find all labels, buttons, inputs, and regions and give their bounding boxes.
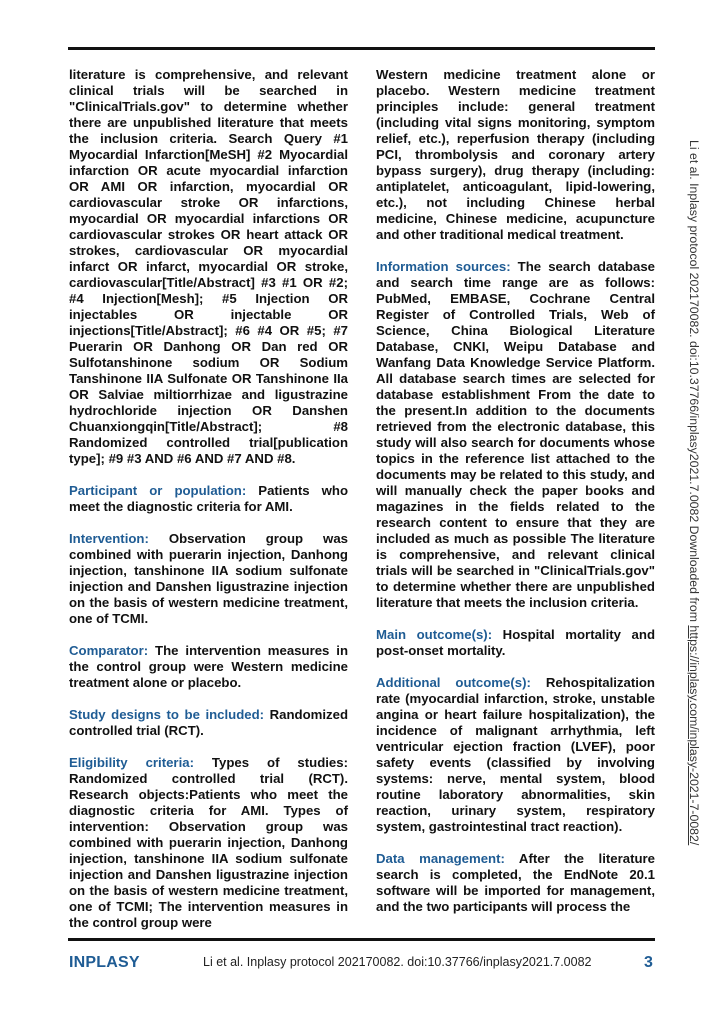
side-download-note [687, 140, 701, 845]
participant-label: Participant or population: [69, 483, 247, 498]
additional-outcomes-section [376, 675, 655, 835]
right-column [376, 67, 655, 931]
comparator-label: Comparator: [69, 643, 149, 658]
comparator-section [69, 643, 348, 691]
page-number: 3 [644, 954, 653, 971]
comparator-text: The intervention measures in the control group were Western medicine treatment alone or placebo. [69, 643, 348, 690]
side-note-link[interactable]: https://inplasy.com/inplasy-2021-7-0082/ [687, 625, 701, 846]
data-management-section [376, 851, 655, 915]
information-sources-label: Information sources: [376, 259, 511, 274]
intervention-label: Intervention: [69, 531, 149, 546]
intervention-text: Observation group was combined with puerarin injection, Danhong injection, tanshinone IIA sodium sulfonate injection and Danshen ligustrazine injection on the basis of western medicine treatment, one of TCMI. [69, 531, 348, 626]
information-sources-text: The search database and search time range are as follows: PubMed, EMBASE, Cochrane Central Register of Controlled Trials, Web of Science, China Biological Literature Database, CNKI, Weipu Database and Wanfang Data Knowledge Service Platform. All database search times are selected for database establishment From the date to the present.In addition to the documents retrieved from the electronic database, this study will also search for documents whose topics in the reference list attached to the documents may be related to this study, and will manually check the paper books and magazines in the fields related to the research content to ensure that they are included as much as possible The literature is comprehensive, and relevant clinical trials will be searched in "ClinicalTrials.gov" to determine whether there are unpublished literature that meets the inclusion criteria. [376, 259, 655, 610]
footer-brand-logo: INPLASY [69, 954, 140, 971]
additional-outcomes-text: Rehospitalization rate (myocardial infarction, stroke, unstable angina or heart failure hospitalization), the incidence of malignant arrhythmia, left ventricular ejection fraction (LVEF), poor safety events (classified by involving systems: nerve, mental system, blood routine laboratory abnormalities, skin reaction, urinary system, respiratory system, gastrointestinal tract reaction). [376, 675, 655, 834]
footer-citation: Li et al. Inplasy protocol 202170082. doi:10.37766/inplasy2021.7.0082 [203, 955, 592, 969]
eligibility-label: Eligibility criteria: [69, 755, 194, 770]
intervention-section [69, 531, 348, 627]
main-outcomes-label: Main outcome(s): [376, 627, 493, 642]
side-note-text: Li et al. Inplasy protocol 202170082. doi:10.37766/inplasy2021.7.0082 Downloaded from [687, 140, 701, 626]
search-query-paragraph: literature is comprehensive, and relevant clinical trials will be searched in "ClinicalTrials.gov" to determine whether there are unpublished literature that meets the inclusion criteria. Search Query #1 Myocardial Infarction[MeSH] #2 Myocardial infarction OR acute myocardial infarction OR AMI OR infarction, myocardial OR cardiovascular stroke OR infarctions, myocardial OR myocardial infarctions OR cardiovascular strokes OR heart attack OR strokes, cardiovascular OR myocardial infarct OR infarct, myocardial OR stroke, cardiovascular[Title/Abstract] #3 #1 OR #2; #4 Injection[Mesh]; #5 Injection OR injectables OR injectable OR injections[Title/Abstract]; #6 #4 OR #5; #7 Puerarin OR Danhong OR Dan red OR Sulfotanshinone sodium OR Sodium Tanshinone IIA Sulfonate OR Tanshinone IIa OR Salviae miltiorrhizae and ligustrazine hydrochloride injection OR Danshen Chuanxiongqin[Title/Abstract]; #8 Randomized controlled trial[publication type]; #9 #3 AND #6 AND #7 AND #8. [69, 67, 348, 466]
comparator-continuation-paragraph: Western medicine treatment alone or placebo. Western medicine treatment principles include: general treatment (including vital signs monitoring, symptom relief, etc.), reperfusion therapy (including PCI, thrombolysis and coronary artery bypass surgery), drug therapy (including: antiplatelet, anticoagulant, lipid-lowering, etc.), not including Chinese herbal medicine, Chinese medicine, acupuncture and other traditional medical treatment. [376, 67, 655, 242]
participant-section [69, 483, 348, 515]
data-management-label: Data management: [376, 851, 505, 866]
left-column [69, 67, 348, 947]
study-designs-label: Study designs to be included: [69, 707, 265, 722]
top-rule [68, 47, 655, 50]
bottom-rule [68, 938, 655, 941]
eligibility-section [69, 755, 348, 931]
study-designs-section [69, 707, 348, 739]
main-outcomes-section [376, 627, 655, 659]
study-designs-text: Randomized controlled trial (RCT). [69, 707, 348, 738]
data-management-text: After the literature search is completed, the EndNote 20.1 software will be imported for management, and the two participants will process the [376, 851, 655, 914]
eligibility-text: Types of studies: Randomized controlled trial (RCT). Research objects:Patients who meet the diagnostic criteria for AMI. Types of intervention: Observation group was combined with puerarin injection, Danhong injection, tanshinone IIA sodium sulfonate injection and Danshen ligustrazine injection on the basis of western medicine treatment, one of TCMI; The intervention measures in the control group were [69, 755, 348, 930]
main-outcomes-text: Hospital mortality and post-onset mortality. [376, 627, 655, 658]
additional-outcomes-label: Additional outcome(s): [376, 675, 531, 690]
information-sources-section [376, 259, 655, 611]
participant-text: Patients who meet the diagnostic criteria for AMI. [69, 483, 349, 514]
